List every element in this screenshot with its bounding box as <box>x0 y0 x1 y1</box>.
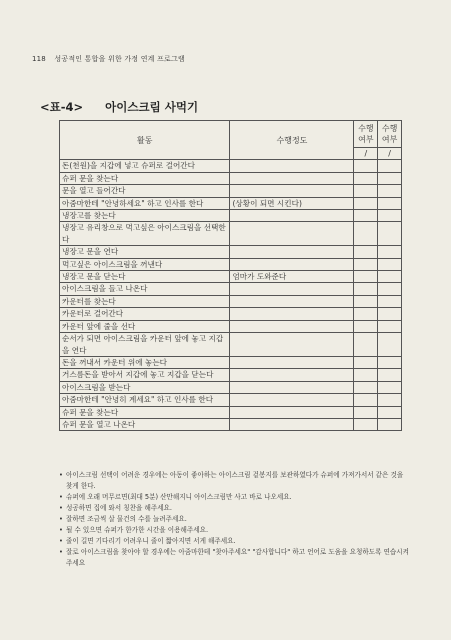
done-cell-1[interactable] <box>354 160 378 172</box>
level-cell <box>230 283 354 295</box>
table-body <box>60 160 402 431</box>
level-cell <box>230 406 354 418</box>
done-cell-1[interactable] <box>354 333 378 357</box>
activity-cell: 아줌마한테 "안녕하세요" 하고 인사를 한다 <box>60 197 230 209</box>
done-cell-2[interactable] <box>378 333 402 357</box>
activity-cell: 돈(천원)을 지갑에 넣고 슈퍼로 걸어간다 <box>60 160 230 172</box>
activity-cell: 아이스크림을 받는다 <box>60 381 230 393</box>
done-cell-2[interactable] <box>378 295 402 307</box>
level-cell <box>230 394 354 406</box>
done-cell-2[interactable] <box>378 197 402 209</box>
activity-cell: 먹고싶은 아이스크림을 꺼낸다 <box>60 258 230 270</box>
table-row <box>60 333 402 357</box>
done-cell-1[interactable] <box>354 381 378 393</box>
table-row <box>60 185 402 197</box>
activity-cell: 문을 열고 들어간다 <box>60 185 230 197</box>
done-cell-1[interactable] <box>354 246 378 258</box>
note-item: • 슈퍼에 오래 머무르면(최대 5분) 산만해지니 아이스크림만 사고 바로 나오세요. <box>59 492 411 503</box>
done-cell-2[interactable] <box>378 258 402 270</box>
note-item: • 성공하면 집에 와서 칭찬을 해주세요. <box>59 503 411 514</box>
activity-cell: 냉장고 문을 연다 <box>60 246 230 258</box>
table-row <box>60 283 402 295</box>
done-cell-1[interactable] <box>354 197 378 209</box>
running-title: 성공적인 통합을 위한 가정 연계 프로그램 <box>54 55 185 63</box>
table-row <box>60 210 402 222</box>
done-cell-2[interactable] <box>378 369 402 381</box>
table-row <box>60 381 402 393</box>
level-cell <box>230 320 354 332</box>
notes-list <box>59 470 411 569</box>
header-row <box>60 121 402 148</box>
level-cell <box>230 210 354 222</box>
table-row <box>60 172 402 184</box>
done-cell-2[interactable] <box>378 394 402 406</box>
table-row <box>60 356 402 368</box>
table-row <box>60 197 402 209</box>
done-cell-1[interactable] <box>354 320 378 332</box>
table-row <box>60 320 402 332</box>
table-tag: <표-4> <box>40 100 84 114</box>
done-cell-1[interactable] <box>354 418 378 430</box>
activity-cell: 냉장고를 찾는다 <box>60 210 230 222</box>
table-row <box>60 406 402 418</box>
activity-cell: 냉장고 유리창으로 먹고싶은 아이스크림을 선택한다 <box>60 222 230 246</box>
table-row <box>60 222 402 246</box>
activity-table <box>59 120 402 431</box>
done-cell-1[interactable] <box>354 185 378 197</box>
done-cell-1[interactable] <box>354 369 378 381</box>
level-cell <box>230 356 354 368</box>
activity-cell: 돈을 꺼내서 카운터 위에 놓는다 <box>60 356 230 368</box>
table-title <box>40 99 198 115</box>
done-cell-2[interactable] <box>378 185 402 197</box>
table-row <box>60 295 402 307</box>
level-cell <box>230 246 354 258</box>
done-cell-1[interactable] <box>354 283 378 295</box>
table-title-text: 아이스크림 사먹기 <box>105 100 199 114</box>
level-cell <box>230 381 354 393</box>
slash-1: / <box>354 148 378 160</box>
level-cell <box>230 308 354 320</box>
level-cell: (상황이 되면 시킨다) <box>230 197 354 209</box>
activity-cell: 아이스크림을 들고 나온다 <box>60 283 230 295</box>
level-cell <box>230 160 354 172</box>
level-cell <box>230 369 354 381</box>
done-cell-1[interactable] <box>354 308 378 320</box>
activity-cell: 거스름돈을 받아서 지갑에 놓고 지갑을 닫는다 <box>60 369 230 381</box>
activity-cell: 슈퍼 문을 찾는다 <box>60 172 230 184</box>
done-cell-2[interactable] <box>378 283 402 295</box>
done-cell-2[interactable] <box>378 406 402 418</box>
note-item: • 잘로 아이스크림을 찾아야 할 경우에는 아줌마한테 "찾아주세요" "감사합니다" 하고 언어로 도움을 요청하도록 연습시켜주세요 <box>59 547 411 569</box>
done-cell-2[interactable] <box>378 320 402 332</box>
activity-cell: 슈퍼 문을 열고 나온다 <box>60 418 230 430</box>
activity-cell: 순서가 되면 아이스크림을 카운터 앞에 놓고 지갑을 연다 <box>60 333 230 357</box>
done-cell-2[interactable] <box>378 418 402 430</box>
done-cell-1[interactable] <box>354 172 378 184</box>
done-cell-1[interactable] <box>354 271 378 283</box>
activity-cell: 냉장고 문을 닫는다 <box>60 271 230 283</box>
level-cell <box>230 333 354 357</box>
header-done-1: 수행 여부 <box>354 121 378 148</box>
done-cell-2[interactable] <box>378 160 402 172</box>
level-cell <box>230 258 354 270</box>
level-cell <box>230 172 354 184</box>
table-row <box>60 394 402 406</box>
activity-cell: 카운터로 걸어간다 <box>60 308 230 320</box>
page-number: 118 <box>32 55 46 63</box>
done-cell-2[interactable] <box>378 381 402 393</box>
done-cell-2[interactable] <box>378 246 402 258</box>
done-cell-1[interactable] <box>354 222 378 246</box>
done-cell-1[interactable] <box>354 406 378 418</box>
header-done-2: 수행 여부 <box>378 121 402 148</box>
done-cell-1[interactable] <box>354 356 378 368</box>
done-cell-2[interactable] <box>378 356 402 368</box>
note-item: • 될 수 있으면 슈퍼가 한가한 시간을 이용해주세요. <box>59 525 411 536</box>
activity-cell: 카운터 앞에 줄을 선다 <box>60 320 230 332</box>
header-activity: 활동 <box>60 121 230 160</box>
table-row <box>60 369 402 381</box>
level-cell <box>230 185 354 197</box>
table-row <box>60 160 402 172</box>
activity-cell: 슈퍼 문을 찾는다 <box>60 406 230 418</box>
done-cell-2[interactable] <box>378 271 402 283</box>
done-cell-1[interactable] <box>354 295 378 307</box>
table-row <box>60 418 402 430</box>
slash-2: / <box>378 148 402 160</box>
activity-cell: 카운터를 찾는다 <box>60 295 230 307</box>
activity-cell: 아줌마한테 "안녕히 계세요" 하고 인사를 한다 <box>60 394 230 406</box>
running-header <box>32 54 185 64</box>
table-row <box>60 246 402 258</box>
done-cell-1[interactable] <box>354 210 378 222</box>
done-cell-2[interactable] <box>378 222 402 246</box>
level-cell <box>230 295 354 307</box>
done-cell-2[interactable] <box>378 172 402 184</box>
level-cell <box>230 222 354 246</box>
table-row <box>60 271 402 283</box>
note-item: • 줄이 길면 기다리기 어려우니 줄이 짧아지면 서게 해주세요. <box>59 536 411 547</box>
note-item: • 아이스크림 선택이 어려운 경우에는 아동이 좋아하는 아이스크림 겉봉지를 보관하였다가 슈퍼에 가져가서서 같은 것을 찾게 한다. <box>59 470 411 492</box>
level-cell <box>230 418 354 430</box>
table-row <box>60 258 402 270</box>
table-row <box>60 308 402 320</box>
header-level: 수행정도 <box>230 121 354 160</box>
note-item: • 잘하면 조금씩 살 물건의 수를 늘려주세요. <box>59 514 411 525</box>
done-cell-1[interactable] <box>354 394 378 406</box>
done-cell-2[interactable] <box>378 210 402 222</box>
done-cell-1[interactable] <box>354 258 378 270</box>
done-cell-2[interactable] <box>378 308 402 320</box>
level-cell: 엄마가 도와준다 <box>230 271 354 283</box>
